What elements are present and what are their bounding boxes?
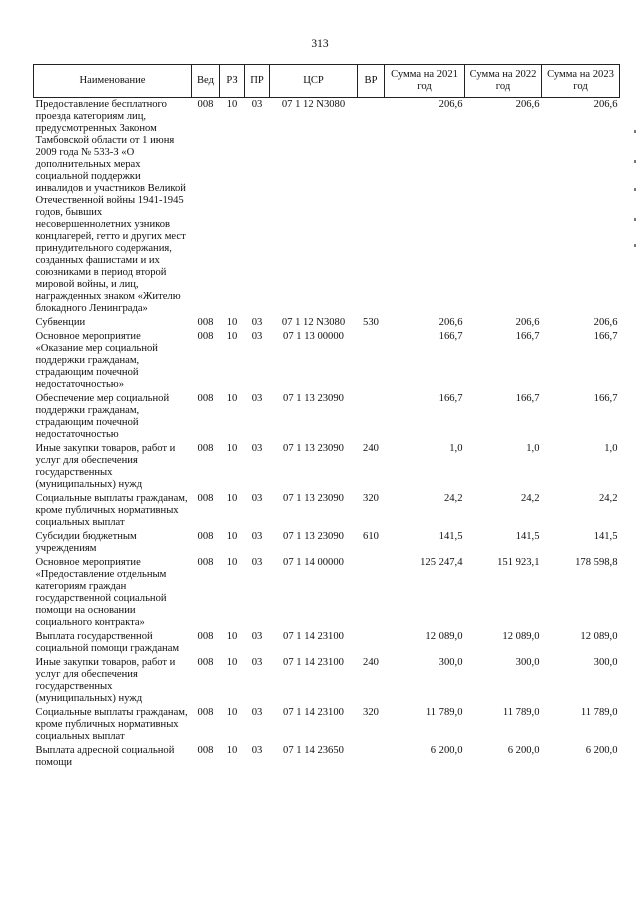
- row-ved: 008: [197, 331, 214, 342]
- row-csr: 07 1 13 23090: [283, 493, 344, 504]
- row-csr: 07 1 13 23090: [283, 443, 344, 454]
- row-ved: 008: [197, 531, 214, 542]
- row-vr: 610: [363, 531, 379, 542]
- row-sum-2022: 300,0: [515, 657, 540, 668]
- table-row: [34, 706, 620, 744]
- row-sum-2021: 206,6: [438, 99, 463, 110]
- row-sum-2023: 12 089,0: [580, 631, 618, 642]
- row-ved: 008: [197, 557, 214, 568]
- table-row: [34, 98, 620, 317]
- row-ved: 008: [197, 657, 214, 668]
- row-pr: 03: [251, 745, 263, 756]
- row-sum-2023: 11 789,0: [580, 707, 618, 718]
- row-sum-2022: 166,7: [515, 393, 540, 404]
- row-pr: 03: [251, 331, 263, 342]
- table-row: [34, 330, 620, 392]
- table-row: [34, 316, 620, 330]
- row-rz: 10: [226, 531, 238, 542]
- row-vr: [358, 556, 385, 630]
- header-vr: ВР: [358, 65, 385, 98]
- table-row: [34, 744, 620, 770]
- row-rz: 10: [226, 707, 238, 718]
- table-header: [34, 65, 620, 98]
- row-ved: 008: [197, 493, 214, 504]
- row-sum-2023: 166,7: [593, 393, 618, 404]
- row-pr: 03: [251, 393, 263, 404]
- table-row: [34, 656, 620, 706]
- header-sum-2022: Сумма на 2022 год: [465, 65, 542, 98]
- header-name: Наименование: [34, 65, 192, 98]
- header-sum-2023: Сумма на 2023 год: [542, 65, 620, 98]
- row-sum-2021: 24,2: [443, 493, 463, 504]
- row-csr: 07 1 14 23650: [283, 745, 344, 756]
- row-csr: 07 1 12 N3080: [281, 99, 346, 110]
- row-csr: 07 1 14 23100: [283, 707, 344, 718]
- row-sum-2021: 11 789,0: [425, 707, 463, 718]
- row-rz: 10: [226, 745, 238, 756]
- row-pr: 03: [251, 443, 263, 454]
- row-rz: 10: [226, 631, 238, 642]
- table-body: [34, 98, 620, 771]
- row-sum-2023: 141,5: [593, 531, 618, 542]
- row-sum-2021: 125 247,4: [420, 557, 463, 568]
- row-name: Иные закупки товаров, работ и услуг для обеспечения государственных (муниципальных) нужд: [35, 657, 176, 704]
- table-row: [34, 392, 620, 442]
- row-sum-2023: 178 598,8: [575, 557, 618, 568]
- row-rz: 10: [226, 493, 238, 504]
- table-row: [34, 556, 620, 630]
- row-pr: 03: [251, 317, 263, 328]
- row-sum-2023: 206,6: [593, 99, 618, 110]
- row-ved: 008: [197, 317, 214, 328]
- row-vr: 240: [363, 657, 379, 668]
- row-name: Субвенции: [35, 317, 86, 328]
- row-rz: 10: [226, 393, 238, 404]
- row-csr: 07 1 13 00000: [283, 331, 344, 342]
- table-row: [34, 630, 620, 656]
- row-sum-2022: 24,2: [520, 493, 540, 504]
- row-csr: 07 1 14 00000: [283, 557, 344, 568]
- header-ved: Вед: [192, 65, 220, 98]
- row-ved: 008: [197, 745, 214, 756]
- row-sum-2021: 6 200,0: [430, 745, 463, 756]
- row-sum-2021: 166,7: [438, 331, 463, 342]
- row-pr: 03: [251, 99, 263, 110]
- row-sum-2021: 300,0: [438, 657, 463, 668]
- table-row: [34, 442, 620, 492]
- row-sum-2023: 1,0: [604, 443, 618, 454]
- row-vr: 530: [363, 317, 379, 328]
- row-name: Социальные выплаты гражданам, кроме публичных нормативных социальных выплат: [35, 707, 188, 742]
- row-rz: 10: [226, 443, 238, 454]
- row-vr: [358, 630, 385, 656]
- row-pr: 03: [251, 531, 263, 542]
- row-sum-2023: 24,2: [598, 493, 618, 504]
- row-ved: 008: [197, 443, 214, 454]
- row-name: Иные закупки товаров, работ и услуг для обеспечения государственных (муниципальных) нужд: [35, 443, 176, 490]
- row-sum-2022: 206,6: [515, 317, 540, 328]
- row-sum-2022: 151 923,1: [497, 557, 540, 568]
- row-csr: 07 1 14 23100: [283, 657, 344, 668]
- row-vr: 320: [363, 707, 379, 718]
- row-vr: [358, 98, 385, 317]
- row-vr: 240: [363, 443, 379, 454]
- row-vr: [358, 744, 385, 770]
- row-csr: 07 1 13 23090: [283, 393, 344, 404]
- row-csr: 07 1 13 23090: [283, 531, 344, 542]
- row-name: Основное мероприятие «Оказание мер социальной поддержки гражданам, страдающим почечной недостаточностью»: [35, 331, 158, 390]
- row-rz: 10: [226, 557, 238, 568]
- row-name: Обеспечение мер социальной поддержки гражданам, страдающим почечной недостаточностью: [35, 393, 170, 440]
- row-csr: 07 1 14 23100: [283, 631, 344, 642]
- page-number: 313: [311, 38, 329, 50]
- header-rz: РЗ: [220, 65, 245, 98]
- row-ved: 008: [197, 99, 214, 110]
- row-sum-2021: 12 089,0: [425, 631, 463, 642]
- row-name: Основное мероприятие «Предоставление отдельным категориям граждан государственной социальной помощи на основании социального контракта»: [35, 557, 167, 628]
- row-ved: 008: [197, 707, 214, 718]
- row-csr: 07 1 12 N3080: [281, 317, 346, 328]
- row-vr: [358, 330, 385, 392]
- row-rz: 10: [226, 317, 238, 328]
- row-name: Предоставление бесплатного проезда категориям лиц, предусмотренных Законом Тамбовской области от 1 июня 2009 года № 533-З «О дополнительных мерах социальной поддержки инвалидов и участников Великой Отечественной войны 1941-1945 годов, бывших несовершеннолетних узников концлагерей, гетто и других мест принудительного содержания, созданных фашистами и их союзниками в период второй мировой войны, и лиц, награжденных знаком «Жителю блокадного Ленинграда»: [35, 99, 186, 314]
- row-name: Выплата государственной социальной помощи гражданам: [35, 631, 180, 654]
- row-rz: 10: [226, 657, 238, 668]
- row-sum-2023: 166,7: [593, 331, 618, 342]
- row-sum-2023: 300,0: [593, 657, 618, 668]
- row-sum-2022: 11 789,0: [502, 707, 540, 718]
- row-name: Социальные выплаты гражданам, кроме публичных нормативных социальных выплат: [35, 493, 188, 528]
- row-vr: [358, 392, 385, 442]
- header-sum-2021: Сумма на 2021 год: [385, 65, 465, 98]
- row-ved: 008: [197, 393, 214, 404]
- row-pr: 03: [251, 493, 263, 504]
- row-pr: 03: [251, 631, 263, 642]
- row-sum-2022: 12 089,0: [502, 631, 540, 642]
- row-sum-2023: 206,6: [593, 317, 618, 328]
- row-sum-2022: 141,5: [515, 531, 540, 542]
- row-sum-2021: 206,6: [438, 317, 463, 328]
- row-name: Субсидии бюджетным учреждениям: [35, 531, 137, 554]
- row-pr: 03: [251, 557, 263, 568]
- header-csr: ЦСР: [270, 65, 358, 98]
- row-pr: 03: [251, 657, 263, 668]
- row-sum-2021: 166,7: [438, 393, 463, 404]
- row-name: Выплата адресной социальной помощи: [35, 745, 175, 768]
- table-row: [34, 530, 620, 556]
- row-sum-2021: 141,5: [438, 531, 463, 542]
- row-vr: 320: [363, 493, 379, 504]
- row-sum-2023: 6 200,0: [585, 745, 618, 756]
- row-sum-2022: 6 200,0: [507, 745, 540, 756]
- row-rz: 10: [226, 99, 238, 110]
- table-row: [34, 492, 620, 530]
- row-sum-2021: 1,0: [449, 443, 463, 454]
- row-sum-2022: 206,6: [515, 99, 540, 110]
- scan-edge-marks: [634, 130, 638, 250]
- row-ved: 008: [197, 631, 214, 642]
- header-pr: ПР: [245, 65, 270, 98]
- row-sum-2022: 1,0: [526, 443, 540, 454]
- row-sum-2022: 166,7: [515, 331, 540, 342]
- budget-table: [33, 64, 620, 770]
- row-rz: 10: [226, 331, 238, 342]
- row-pr: 03: [251, 707, 263, 718]
